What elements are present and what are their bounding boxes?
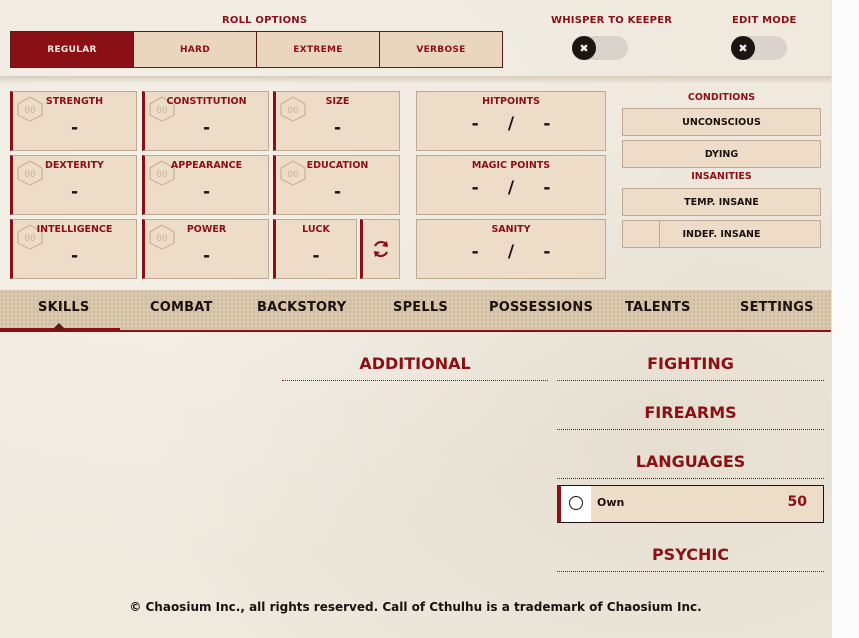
x-icon: ✖ bbox=[572, 36, 596, 60]
stat-label: DEXTERITY bbox=[45, 160, 104, 171]
stat-size[interactable] bbox=[273, 91, 400, 151]
section-psychic-title: PSYCHIC bbox=[651, 545, 730, 564]
condition-unconscious[interactable]: UNCONSCIOUS bbox=[622, 108, 821, 136]
stat-value: - bbox=[202, 246, 211, 266]
sanity-box[interactable] bbox=[416, 219, 606, 279]
magic-points-box[interactable] bbox=[416, 155, 606, 215]
whisper-toggle[interactable] bbox=[572, 36, 628, 60]
stat-value: - bbox=[70, 118, 79, 138]
tab-possessions[interactable]: POSSESSIONS bbox=[489, 300, 594, 315]
active-tab-arrow-icon bbox=[52, 323, 66, 330]
magic-points-max[interactable]: - bbox=[543, 178, 551, 198]
skill-row-own-language[interactable] bbox=[557, 485, 824, 523]
stat-value: - bbox=[333, 118, 342, 138]
derived-label: HITPOINTS bbox=[482, 96, 540, 107]
tab-bar bbox=[0, 290, 831, 332]
tab-spells[interactable]: SPELLS bbox=[393, 300, 448, 315]
stat-intelligence[interactable] bbox=[10, 219, 137, 279]
stat-appearance[interactable] bbox=[142, 155, 269, 215]
stat-constitution[interactable] bbox=[142, 91, 269, 151]
insanity-indefinite-counter[interactable] bbox=[623, 221, 660, 247]
tab-combat[interactable]: COMBAT bbox=[150, 300, 213, 315]
edit-mode-toggle[interactable] bbox=[731, 36, 787, 60]
condition-dying[interactable]: DYING bbox=[622, 140, 821, 168]
header-bar bbox=[0, 0, 831, 78]
skill-name: Own bbox=[597, 496, 625, 509]
insanity-temporary[interactable]: TEMP. INSANE bbox=[622, 188, 821, 216]
separator: / bbox=[507, 114, 515, 134]
stat-education[interactable] bbox=[273, 155, 400, 215]
svg-text:00: 00 bbox=[156, 106, 168, 116]
stat-label: POWER bbox=[186, 224, 227, 235]
stat-dexterity[interactable] bbox=[10, 155, 137, 215]
stat-label: EDUCATION bbox=[306, 160, 369, 171]
insanity-indefinite[interactable] bbox=[622, 220, 821, 248]
section-divider bbox=[557, 380, 824, 381]
section-additional-title: ADDITIONAL bbox=[359, 354, 471, 373]
x-icon: ✖ bbox=[731, 36, 755, 60]
stat-label: STRENGTH bbox=[45, 96, 104, 107]
header-shadow bbox=[0, 76, 831, 84]
hitpoints-max[interactable]: - bbox=[543, 114, 551, 134]
stat-label: INTELLIGENCE bbox=[36, 224, 113, 235]
luck-refresh-button[interactable] bbox=[360, 219, 400, 279]
copyright-footer: © Chaosium Inc., all rights reserved. Call of Cthulhu is a trademark of Chaosium Inc. bbox=[129, 600, 702, 614]
section-fighting-title: FIGHTING bbox=[647, 354, 734, 373]
hitpoints-box[interactable] bbox=[416, 91, 606, 151]
edit-mode-title: EDIT MODE bbox=[732, 15, 797, 26]
separator: / bbox=[507, 178, 515, 198]
stat-value: - bbox=[333, 182, 342, 202]
svg-text:00: 00 bbox=[156, 234, 168, 244]
insanities-title: INSANITIES bbox=[691, 171, 752, 182]
svg-text:00: 00 bbox=[287, 106, 299, 116]
skill-improvement-checkbox[interactable] bbox=[569, 496, 583, 510]
sanity-max[interactable]: - bbox=[543, 242, 551, 262]
roll-option-hard[interactable]: HARD bbox=[133, 32, 256, 67]
whisper-title: WHISPER TO KEEPER bbox=[551, 15, 673, 26]
tab-backstory[interactable]: BACKSTORY bbox=[257, 300, 347, 315]
section-divider bbox=[282, 380, 548, 381]
stat-label: CONSTITUTION bbox=[166, 96, 247, 107]
stat-luck[interactable] bbox=[273, 219, 357, 279]
stat-label: APPEARANCE bbox=[170, 160, 243, 171]
roll-options-title: ROLL OPTIONS bbox=[222, 15, 308, 26]
window-edge bbox=[831, 0, 859, 638]
tab-settings[interactable]: SETTINGS bbox=[740, 300, 814, 315]
section-firearms-title: FIREARMS bbox=[644, 403, 737, 422]
stat-power[interactable] bbox=[142, 219, 269, 279]
derived-label: SANITY bbox=[491, 224, 531, 235]
section-divider bbox=[557, 478, 824, 479]
roll-option-regular[interactable]: REGULAR bbox=[11, 32, 133, 67]
stat-value: - bbox=[70, 246, 79, 266]
stat-value: - bbox=[70, 182, 79, 202]
svg-text:00: 00 bbox=[24, 170, 36, 180]
svg-text:00: 00 bbox=[24, 234, 36, 244]
skill-value[interactable]: 50 bbox=[787, 494, 807, 510]
refresh-icon bbox=[371, 239, 391, 259]
insanity-indefinite-label: INDEF. INSANE bbox=[682, 228, 761, 240]
stat-value: - bbox=[312, 246, 320, 266]
section-divider bbox=[557, 429, 824, 430]
derived-label: MAGIC POINTS bbox=[471, 160, 551, 171]
roll-option-verbose[interactable]: VERBOSE bbox=[379, 32, 502, 67]
roll-option-extreme[interactable]: EXTREME bbox=[256, 32, 379, 67]
svg-text:00: 00 bbox=[24, 106, 36, 116]
conditions-title: CONDITIONS bbox=[687, 92, 756, 103]
stat-label: LUCK bbox=[302, 224, 330, 235]
section-divider bbox=[557, 571, 824, 572]
separator: / bbox=[507, 242, 515, 262]
svg-text:00: 00 bbox=[287, 170, 299, 180]
svg-text:00: 00 bbox=[156, 170, 168, 180]
roll-options-segmented bbox=[10, 31, 503, 68]
tab-talents[interactable]: TALENTS bbox=[625, 300, 691, 315]
stat-strength[interactable] bbox=[10, 91, 137, 151]
stat-value: - bbox=[202, 182, 211, 202]
stat-label: SIZE bbox=[325, 96, 350, 107]
section-languages-title: LANGUAGES bbox=[635, 452, 746, 471]
magic-points-current[interactable]: - bbox=[471, 178, 479, 198]
sanity-current[interactable]: - bbox=[471, 242, 479, 262]
tab-skills[interactable]: SKILLS bbox=[38, 300, 90, 315]
hitpoints-current[interactable]: - bbox=[471, 114, 479, 134]
stat-value: - bbox=[202, 118, 211, 138]
